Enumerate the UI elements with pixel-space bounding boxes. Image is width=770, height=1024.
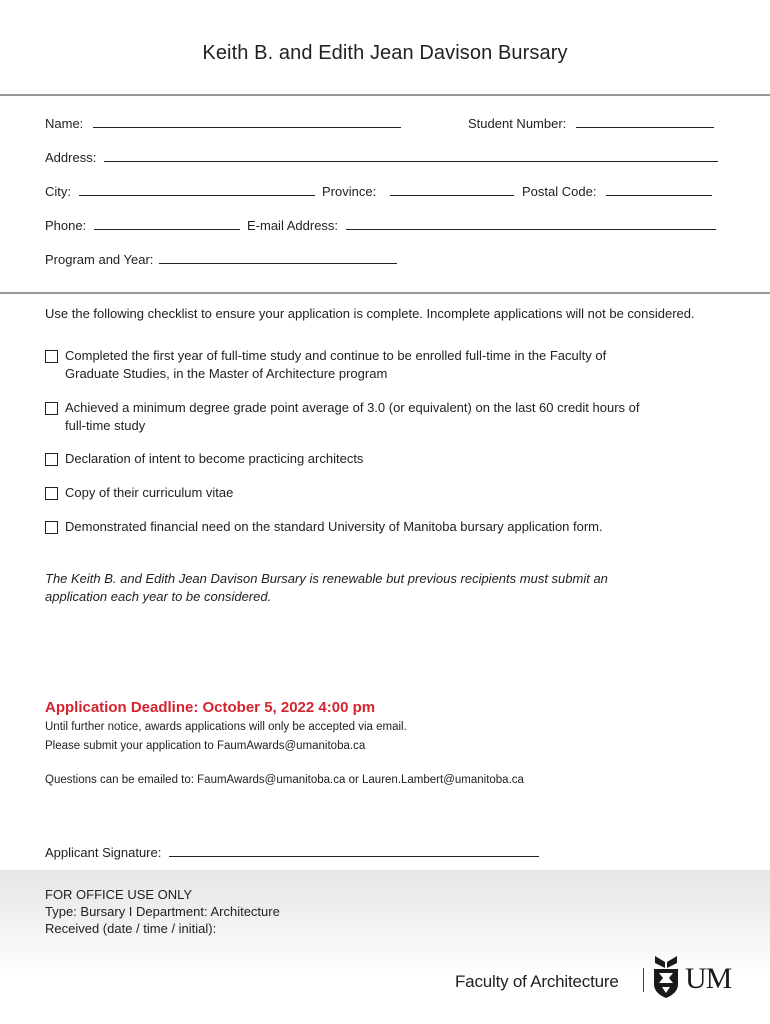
checklist-item <box>45 347 735 383</box>
checklist-item-text: Demonstrated financial need on the standard University of Manitoba bursary application form. <box>65 519 603 534</box>
city-field[interactable] <box>79 184 315 196</box>
signature-label: Applicant Signature: <box>45 845 162 860</box>
address-row <box>45 150 718 165</box>
checklist-item <box>45 518 735 536</box>
checklist-intro: Use the following checklist to ensure your application is complete. Incomplete applications will not be considered. <box>45 306 695 321</box>
checklist-item-text: Declaration of intent to become practicing architects <box>65 451 364 466</box>
um-logo-text: UM <box>685 962 732 995</box>
faculty-name: Faculty of Architecture <box>455 972 619 991</box>
email-notice: Until further notice, awards applications will only be accepted via email. <box>45 721 407 733</box>
province-field[interactable] <box>390 184 514 196</box>
checkbox[interactable] <box>45 521 58 534</box>
checklist-item-text: Completed the first year of full-time study and continue to be enrolled full-time in the Faculty of <box>65 348 607 363</box>
submit-instructions: Please submit your application to FaumAwards@umanitoba.ca <box>45 740 366 752</box>
footer-divider <box>643 968 644 992</box>
program-row <box>45 252 397 267</box>
renewable-note-line: The Keith B. and Edith Jean Davison Bursary is renewable but previous recipients must submit an <box>45 571 608 586</box>
province-row <box>322 184 514 199</box>
address-label: Address: <box>45 150 97 165</box>
name-row <box>45 116 401 131</box>
checkbox[interactable] <box>45 487 58 500</box>
um-crest-icon <box>651 954 681 1000</box>
header-divider <box>0 94 770 96</box>
city-label: City: <box>45 184 71 199</box>
checklist-item-text: Graduate Studies, in the Master of Architecture program <box>65 366 388 381</box>
checklist-item <box>45 484 735 502</box>
checklist-item-text: full-time study <box>65 418 146 433</box>
checklist-item-text: Copy of their curriculum vitae <box>65 485 234 500</box>
form-title: Keith B. and Edith Jean Davison Bursary <box>202 42 568 64</box>
email-field[interactable] <box>346 218 716 230</box>
signature-field[interactable] <box>169 845 539 857</box>
checkbox[interactable] <box>45 350 58 363</box>
postal-code-field[interactable] <box>606 184 712 196</box>
address-field[interactable] <box>104 150 718 162</box>
office-use-heading: FOR OFFICE USE ONLY <box>45 887 193 902</box>
name-field[interactable] <box>93 116 401 128</box>
name-label: Name: <box>45 116 84 131</box>
program-field[interactable] <box>159 252 397 264</box>
postal-code-row <box>522 184 712 199</box>
renewable-note <box>45 570 685 606</box>
office-received-line: Received (date / time / initial): <box>45 921 217 936</box>
application-deadline: Application Deadline: October 5, 2022 4:00 pm <box>45 699 376 716</box>
checklist-item <box>45 450 735 468</box>
program-label: Program and Year: <box>45 252 154 267</box>
email-label: E-mail Address: <box>247 218 339 233</box>
student-number-label: Student Number: <box>468 116 567 131</box>
renewable-note-line: application each year to be considered. <box>45 589 272 604</box>
checkbox[interactable] <box>45 453 58 466</box>
student-number-row <box>468 116 714 131</box>
checkbox[interactable] <box>45 402 58 415</box>
checklist-item-text: Achieved a minimum degree grade point average of 3.0 (or equivalent) on the last 60 credit hours of <box>65 400 640 415</box>
city-row <box>45 184 315 199</box>
student-number-field[interactable] <box>576 116 714 128</box>
signature-row <box>45 845 539 860</box>
checklist-item <box>45 399 735 435</box>
questions-contact: Questions can be emailed to: FaumAwards@umanitoba.ca or Lauren.Lambert@umanitoba.ca <box>45 774 524 786</box>
phone-label: Phone: <box>45 218 87 233</box>
phone-field[interactable] <box>94 218 240 230</box>
email-row <box>247 218 716 233</box>
postal-code-label: Postal Code: <box>522 184 597 199</box>
office-type-line: Type: Bursary I Department: Architecture <box>45 904 280 919</box>
section-divider <box>0 292 770 294</box>
province-label: Province: <box>322 184 377 199</box>
phone-row <box>45 218 240 233</box>
